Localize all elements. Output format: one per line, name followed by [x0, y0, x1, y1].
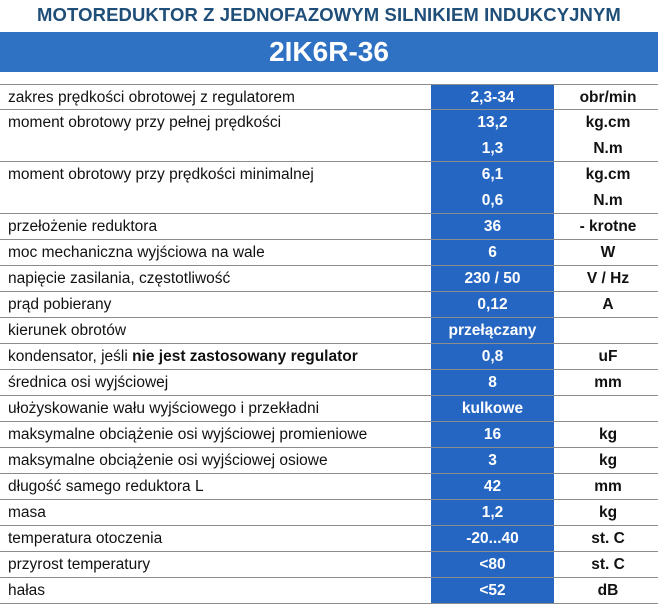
- spec-unit: st. C: [591, 530, 625, 547]
- spec-value: 230 / 50: [464, 270, 521, 287]
- model-name-band: 2IK6R-36: [0, 32, 658, 72]
- spec-value: 1,3: [481, 140, 504, 157]
- spec-parameter: [8, 85, 295, 111]
- spec-unit: - krotne: [579, 218, 637, 235]
- spec-parameter: [8, 526, 162, 552]
- spec-parameter: [8, 240, 265, 266]
- spec-unit: kg.cm: [585, 114, 631, 131]
- spec-row: [0, 396, 658, 422]
- spec-unit: N.m: [593, 192, 623, 209]
- spec-parameter-text: hałas: [8, 582, 46, 599]
- spec-value: 36: [483, 218, 502, 235]
- spec-value: -20...40: [466, 530, 519, 547]
- spec-unit: kg.cm: [585, 166, 631, 183]
- spec-parameter-text: moment obrotowy przy prędkości minimalnej: [8, 166, 314, 183]
- spec-parameter: [8, 422, 367, 448]
- page-title: MOTOREDUKTOR Z JEDNOFAZOWYM SILNIKIEM INDUKCYJNYM: [37, 4, 621, 25]
- spec-unit: [560, 396, 656, 422]
- spec-table: [0, 84, 658, 604]
- spec-parameter-text: maksymalne obciążenie osi wyjściowej osiowe: [8, 452, 328, 469]
- spec-parameter-text: kierunek obrotów: [8, 322, 127, 339]
- spec-row: [0, 318, 658, 344]
- spec-parameter: [8, 552, 150, 578]
- spec-parameter-text: zakres prędkości obrotowej z regulatorem: [8, 89, 295, 106]
- spec-value: 13,2: [477, 114, 508, 131]
- spec-row: [0, 266, 658, 292]
- spec-unit: st. C: [591, 556, 625, 573]
- spec-row: [0, 162, 658, 214]
- spec-parameter-text: ułożyskowanie wału wyjściowego i przekładni: [8, 400, 320, 417]
- spec-parameter: [8, 162, 314, 188]
- spec-row: [0, 500, 658, 526]
- spec-parameter-text: maksymalne obciążenie osi wyjściowej promieniowe: [8, 426, 368, 443]
- spec-parameter-text: masa: [8, 504, 46, 521]
- spec-row: [0, 422, 658, 448]
- spec-unit: [560, 318, 656, 344]
- spec-row: [0, 370, 658, 396]
- spec-row: [0, 448, 658, 474]
- spec-parameter-text: moment obrotowy przy pełnej prędkości: [8, 114, 282, 131]
- spec-parameter: [8, 214, 157, 240]
- spec-value: 0,6: [481, 192, 504, 209]
- spec-value: 1,2: [481, 504, 504, 521]
- spec-unit: W: [600, 244, 616, 261]
- spec-unit: mm: [594, 478, 622, 495]
- spec-parameter-text: przełożenie reduktora: [8, 218, 158, 235]
- spec-value: 3: [488, 452, 497, 469]
- spec-parameter-text: długość samego reduktora L: [8, 478, 204, 495]
- spec-value: 6: [488, 244, 497, 261]
- spec-parameter-text: średnica osi wyjściowej: [8, 374, 169, 391]
- spec-unit: obr/min: [579, 89, 637, 106]
- spec-unit: uF: [598, 348, 618, 365]
- spec-parameter: [8, 344, 358, 370]
- spec-unit: mm: [594, 374, 622, 391]
- spec-row: [0, 344, 658, 370]
- spec-parameter: [8, 448, 328, 474]
- spec-parameter-text: napięcie zasilania, częstotliwość: [8, 270, 231, 287]
- spec-value: <80: [479, 556, 506, 573]
- spec-unit: kg: [598, 426, 618, 443]
- spec-parameter: [8, 266, 230, 292]
- spec-parameter: [8, 318, 126, 344]
- spec-parameter: [8, 578, 45, 604]
- spec-row: [0, 474, 658, 500]
- spec-parameter-text: moc mechaniczna wyjściowa na wale: [8, 244, 265, 261]
- spec-parameter-text: kondensator, jeśli: [8, 348, 133, 365]
- spec-parameter-text: temperatura otoczenia: [8, 530, 163, 547]
- spec-unit: kg: [598, 452, 618, 469]
- spec-row: [0, 214, 658, 240]
- spec-parameter: [8, 292, 111, 318]
- spec-parameter: [8, 370, 168, 396]
- spec-row: [0, 240, 658, 266]
- spec-row: [0, 110, 658, 162]
- spec-value: 42: [483, 478, 502, 495]
- spec-value: <52: [479, 582, 506, 599]
- spec-parameter: [8, 500, 46, 526]
- spec-row: [0, 292, 658, 318]
- spec-value: przełączany: [448, 322, 537, 339]
- spec-parameter-text: przyrost temperatury: [8, 556, 151, 573]
- spec-unit: N.m: [593, 140, 623, 157]
- spec-value: 0,8: [481, 348, 504, 365]
- spec-row: [0, 526, 658, 552]
- spec-unit: V / Hz: [586, 270, 630, 287]
- spec-parameter: [8, 396, 319, 422]
- spec-unit: kg: [598, 504, 618, 521]
- spec-unit: dB: [597, 582, 619, 599]
- spec-unit: A: [602, 296, 614, 313]
- spec-value: 6,1: [481, 166, 504, 183]
- spec-value: kulkowe: [461, 400, 524, 417]
- spec-value: 2,3-34: [470, 89, 515, 106]
- spec-value: 8: [488, 374, 497, 391]
- spec-parameter-bold-text: nie jest zastosowany regulator: [132, 348, 358, 365]
- spec-parameter-text: prąd pobierany: [8, 296, 112, 313]
- spec-value: 16: [483, 426, 502, 443]
- spec-row: [0, 84, 658, 110]
- spec-parameter: [8, 474, 204, 500]
- spec-row: [0, 552, 658, 578]
- spec-row: [0, 578, 658, 604]
- spec-parameter: [8, 110, 281, 136]
- spec-value: 0,12: [477, 296, 508, 313]
